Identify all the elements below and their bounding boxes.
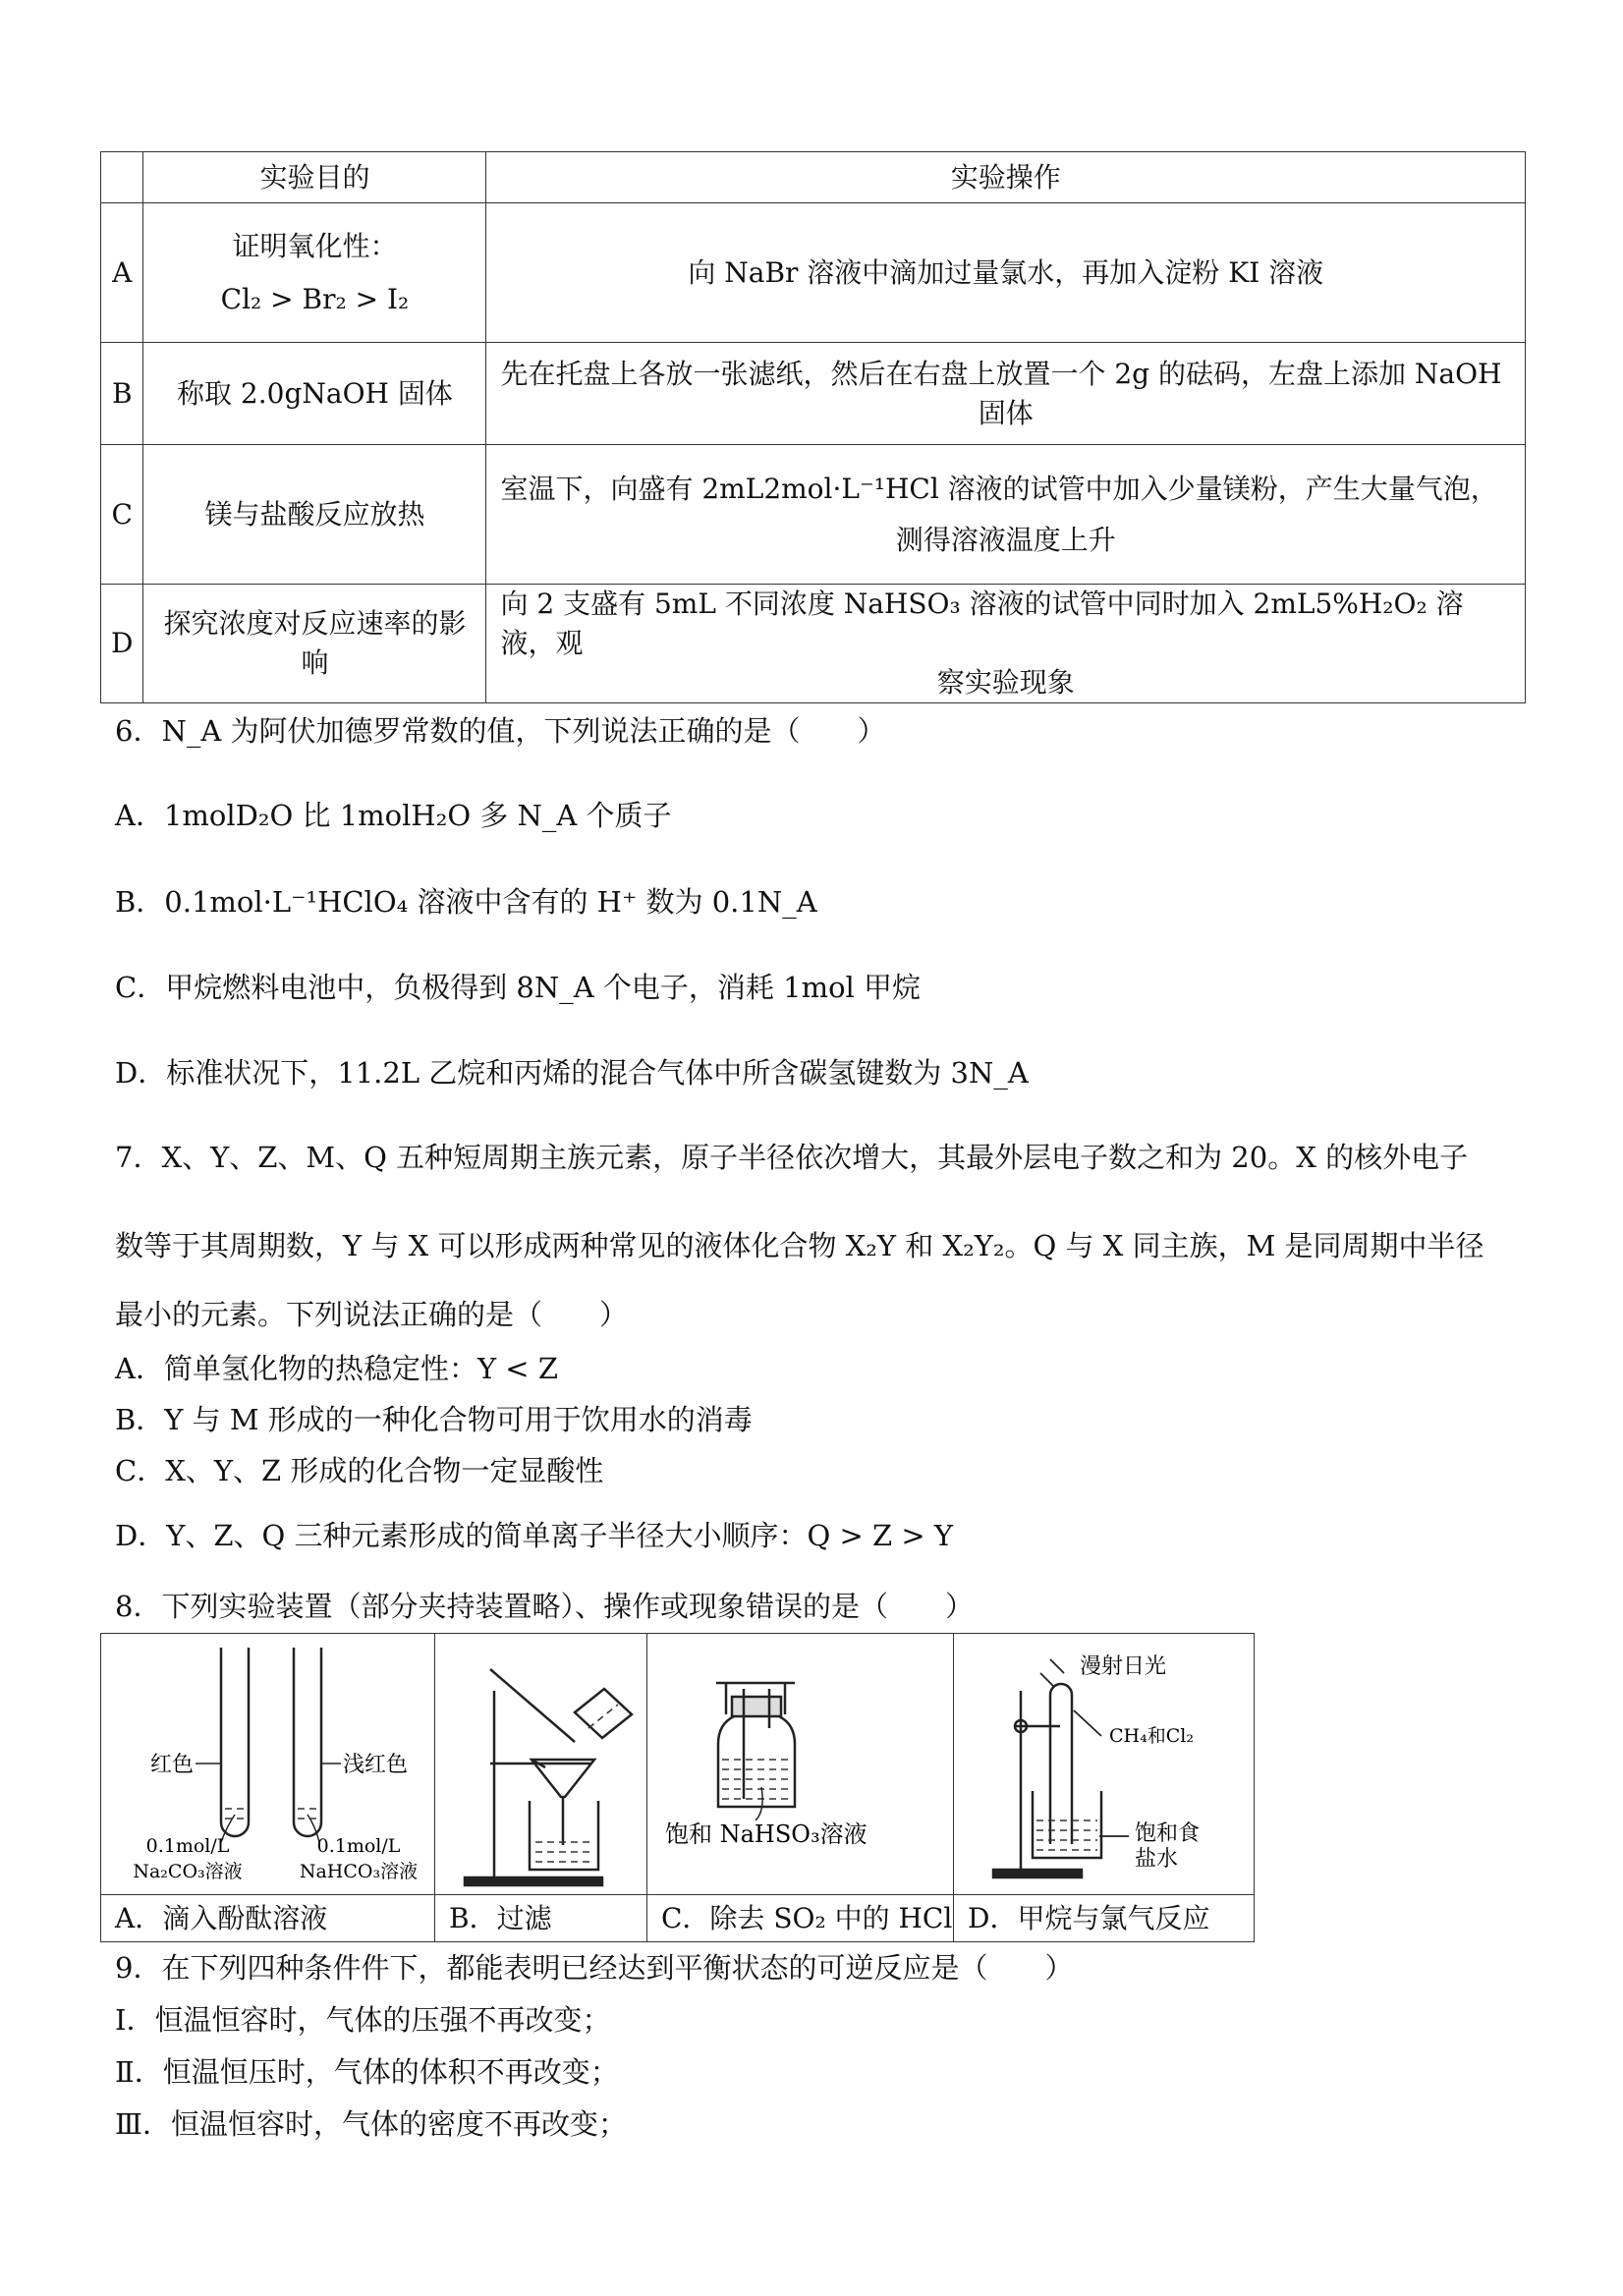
right-concentration: 0.1mol/L — [316, 1835, 401, 1857]
table-row — [101, 203, 1526, 343]
question-6-option-b: B．0.1mol·L⁻¹HClO₄ 溶液中含有的 H⁺ 数为 0.1N_A — [115, 885, 817, 919]
figure-c — [647, 1634, 954, 1895]
row-operation — [486, 343, 1526, 445]
row-goal — [143, 585, 486, 703]
figure-b — [435, 1634, 647, 1895]
row-operation — [486, 585, 1526, 703]
brine-label-line1: 饱和食 — [1135, 1821, 1201, 1846]
table-header-operation: 实验操作 — [486, 152, 1526, 203]
filtration-figure — [435, 1634, 647, 1887]
question-6-option-c: C．甲烷燃料电池中，负极得到 8N_A 个电子，消耗 1mol 甲烷 — [115, 971, 922, 1004]
question-7-option-c: C．X、Y、Z 形成的化合物一定显酸性 — [115, 1454, 604, 1487]
row-operation-line: 室温下，向盛有 2mL2mol·L⁻¹HCl 溶液的试管中加入少量镁粉，产生大量气泡， — [500, 472, 1498, 505]
table-header-row — [101, 152, 1526, 203]
figure-a — [101, 1634, 435, 1895]
right-color-label: 浅红色 — [343, 1753, 409, 1777]
row-label: D — [101, 585, 143, 703]
question-6-stem: 6．N_A 为阿伏加德罗常数的值，下列说法正确的是（ ） — [115, 714, 886, 748]
table-header-blank — [101, 152, 143, 203]
row-operation-line: 察实验现象 — [936, 666, 1075, 699]
table-row — [101, 343, 1526, 445]
right-solution: NaHCO₃溶液 — [299, 1861, 419, 1882]
row-operation: 向 NaBr 溶液中滴加过量氯水，再加入淀粉 KI 溶液 — [486, 203, 1526, 343]
brine-label-line2: 盐水 — [1135, 1847, 1179, 1872]
row-operation-line: 测得溶液温度上升 — [895, 523, 1116, 556]
row-label: A — [101, 203, 143, 343]
figure-d — [954, 1634, 1255, 1895]
question-7-option-a: A．简单氢化物的热稳定性：Y < Z — [115, 1352, 558, 1385]
caption-d: D．甲烷与氯气反应 — [954, 1895, 1255, 1942]
row-operation-line: 固体 — [978, 396, 1034, 429]
row-goal — [143, 203, 486, 343]
question-7-line: 数等于其周期数，Y 与 X 可以形成两种常见的液体化合物 X₂Y 和 X₂Y₂。Q 与 X 同主族，M 是同周期中半径 — [115, 1229, 1484, 1262]
left-color-label: 红色 — [149, 1753, 194, 1777]
caption-b: B．过滤 — [435, 1895, 647, 1942]
table-header-goal: 实验目的 — [143, 152, 486, 203]
question-9-condition-2: Ⅱ．恒温恒压时，气体的体积不再改变； — [115, 2055, 619, 2089]
question-9-condition-3: Ⅲ．恒温恒容时，气体的密度不再改变； — [115, 2107, 627, 2141]
row-label: C — [101, 445, 143, 585]
row-operation-line: 向 2 支盛有 5mL 不同浓度 NaHSO₃ 溶液的试管中同时加入 2mL5%H₂O₂ 溶液，观 — [500, 588, 1464, 659]
methane-chlorine-figure — [954, 1634, 1255, 1887]
left-concentration: 0.1mol/L — [145, 1835, 230, 1857]
row-goal-line: Cl₂ > Br₂ > I₂ — [220, 282, 410, 315]
gas-mixture-label: CH₄和Cl₂ — [1109, 1725, 1194, 1747]
row-goal-line: 证明氧化性： — [232, 229, 398, 262]
question-9-stem: 9．在下列四种条件件下，都能表明已经达到平衡状态的可逆反应是（ ） — [115, 1951, 1074, 1985]
gas-washing-bottle-figure — [647, 1634, 954, 1887]
row-goal: 称取 2.0gNaOH 固体 — [143, 343, 486, 445]
row-goal-line: 响 — [301, 646, 329, 679]
row-label: B — [101, 343, 143, 445]
row-operation — [486, 445, 1526, 585]
left-solution: Na₂CO₃溶液 — [133, 1861, 243, 1882]
table-row — [101, 585, 1526, 703]
experiment-table — [100, 151, 1526, 703]
question-9-condition-1: Ⅰ．恒温恒容时，气体的压强不再改变； — [115, 2003, 611, 2037]
apparatus-table — [100, 1633, 1255, 1942]
caption-row — [101, 1895, 1255, 1942]
table-row — [101, 445, 1526, 585]
bottle-solution-label: 饱和 NaHSO₃溶液 — [665, 1820, 867, 1848]
diffuse-sunlight-label: 漫射日光 — [1080, 1654, 1167, 1679]
question-7-option-d: D．Y、Z、Q 三种元素形成的简单离子半径大小顺序：Q > Z > Y — [115, 1519, 954, 1552]
question-6-option-a: A．1molD₂O 比 1molH₂O 多 N_A 个质子 — [115, 799, 672, 832]
question-8-stem: 8．下列实验装置（部分夹持装置略）、操作或现象错误的是（ ） — [115, 1590, 974, 1623]
row-goal: 镁与盐酸反应放热 — [143, 445, 486, 585]
row-goal-line: 探究浓度对反应速率的影 — [163, 607, 467, 640]
question-7-line: 最小的元素。下列说法正确的是（ ） — [115, 1298, 629, 1331]
row-operation-line: 先在托盘上各放一张滤纸，然后在右盘上放置一个 2g 的砝码，左盘上添加 NaOH — [500, 357, 1502, 390]
question-6-option-d: D．标准状况下，11.2L 乙烷和丙烯的混合气体中所含碳氢键数为 3N_A — [115, 1056, 1029, 1090]
caption-c: C．除去 SO₂ 中的 HCl — [647, 1895, 954, 1942]
question-7-option-b: B．Y 与 M 形成的一种化合物可用于饮用水的消毒 — [115, 1403, 753, 1436]
question-7-line: 7．X、Y、Z、M、Q 五种短周期主族元素，原子半径依次增大，其最外层电子数之和为 20。X 的核外电子 — [115, 1141, 1469, 1174]
caption-a: A．滴入酚酞溶液 — [101, 1895, 435, 1942]
figure-row — [101, 1634, 1255, 1895]
test-tubes-figure — [101, 1634, 435, 1887]
